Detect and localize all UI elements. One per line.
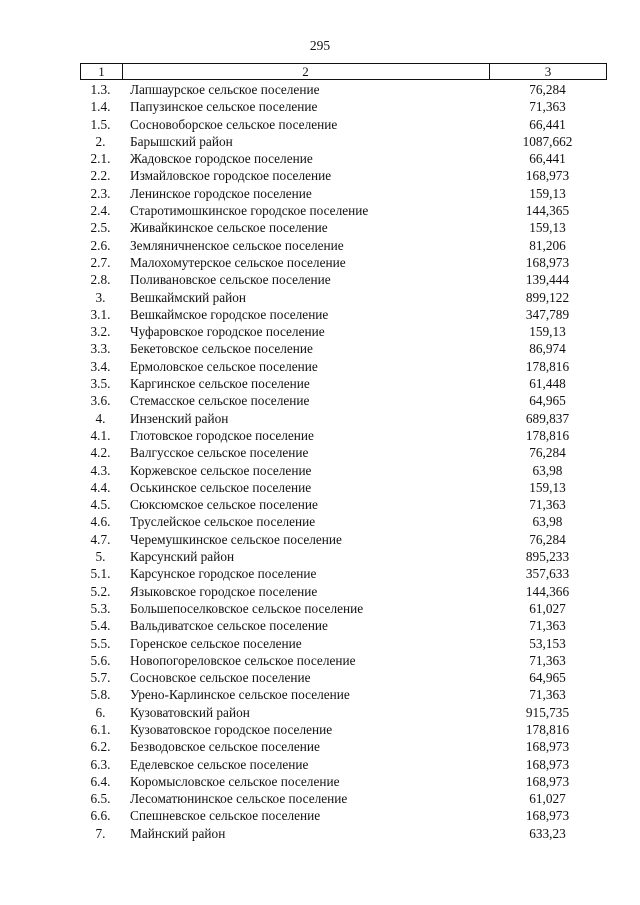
table-row: [0, 185, 640, 202]
row-name: Барышский район: [130, 133, 233, 149]
table-row: [0, 81, 640, 98]
row-value: 71,363: [529, 618, 566, 634]
table-row: [0, 600, 640, 617]
row-number: 3.2.: [90, 324, 111, 340]
row-name: Кузоватовское городское поселение: [130, 721, 333, 737]
table-row: [0, 237, 640, 254]
table-row: [0, 340, 640, 357]
table-row: [0, 219, 640, 236]
table-row: [0, 202, 640, 219]
row-value: 71,363: [529, 687, 566, 703]
row-name: Майнский район: [130, 825, 226, 841]
row-name: Папузинское сельское поселение: [130, 99, 318, 115]
table-row: [0, 496, 640, 513]
row-number: 4.7.: [90, 531, 111, 547]
row-number: 5.2.: [90, 583, 111, 599]
table-row: [0, 565, 640, 582]
row-name: Ленинское городское поселение: [130, 185, 312, 201]
table-row: [0, 323, 640, 340]
row-value: 895,233: [525, 549, 570, 565]
table-row: [0, 133, 640, 150]
row-name: Измайловское городское поселение: [130, 168, 332, 184]
row-number: 1.4.: [90, 99, 111, 115]
row-number: 6.4.: [90, 773, 111, 789]
row-value: 71,363: [529, 99, 566, 115]
row-value: 178,816: [525, 358, 570, 374]
row-value: 915,735: [525, 704, 570, 720]
table-body: [0, 81, 640, 842]
row-value: 76,284: [529, 82, 566, 97]
table-row: [0, 444, 640, 461]
row-name: Безводовское сельское поселение: [130, 739, 320, 755]
row-value: 159,13: [529, 479, 566, 495]
row-number: 7.: [95, 825, 106, 841]
table-row: [0, 289, 640, 306]
row-number: 6.6.: [90, 808, 111, 824]
row-name: Глотовское городское поселение: [130, 427, 314, 443]
row-value: 168,973: [525, 739, 570, 755]
row-value: 53,153: [529, 635, 566, 651]
table-row: [0, 427, 640, 444]
table-row: [0, 825, 640, 842]
row-number: 2.8.: [90, 272, 111, 288]
row-number: 5.7.: [90, 670, 111, 686]
row-name: Горенское сельское поселение: [130, 635, 302, 651]
row-number: 2.3.: [90, 185, 111, 201]
table-row: [0, 392, 640, 409]
row-value: 61,027: [529, 791, 566, 807]
row-value: 899,122: [525, 289, 570, 305]
row-value: 64,965: [529, 670, 566, 686]
row-number: 6.5.: [90, 791, 111, 807]
row-value: 144,366: [525, 583, 570, 599]
row-number: 4.6.: [90, 514, 111, 530]
table-row: [0, 410, 640, 427]
table-row: [0, 790, 640, 807]
row-number: 4.3.: [90, 462, 111, 478]
row-name: Земляничненское сельское поселение: [130, 237, 344, 253]
row-name: Спешневское сельское поселение: [130, 808, 321, 824]
row-number: 4.2.: [90, 445, 111, 461]
row-number: 5.8.: [90, 687, 111, 703]
row-value: 76,284: [529, 531, 566, 547]
page-number: 295: [309, 38, 331, 53]
row-number: 2.5.: [90, 220, 111, 236]
row-name: Чуфаровское городское поселение: [130, 324, 325, 340]
row-number: 6.: [95, 704, 106, 720]
row-name: Карсунское городское поселение: [130, 566, 317, 582]
row-value: 689,837: [525, 410, 570, 426]
row-name: Коржевское сельское поселение: [130, 462, 312, 478]
row-name: Ермоловское сельское поселение: [130, 358, 318, 374]
header-col-name: 2: [122, 64, 490, 79]
row-value: 168,973: [525, 756, 570, 772]
row-number: 4.4.: [90, 479, 111, 495]
row-number: 5.5.: [90, 635, 111, 651]
row-value: 159,13: [529, 324, 566, 340]
row-name: Кузоватовский район: [130, 704, 250, 720]
row-value: 66,441: [529, 151, 566, 167]
row-value: 168,973: [525, 808, 570, 824]
row-value: 61,448: [529, 376, 566, 392]
table-row: [0, 375, 640, 392]
row-number: 4.1.: [90, 427, 111, 443]
row-number: 6.1.: [90, 721, 111, 737]
row-name: Сосновоборское сельское поселение: [130, 116, 338, 132]
table-row: [0, 635, 640, 652]
table-row: [0, 513, 640, 530]
table-row: [0, 548, 640, 565]
row-name: Бекетовское сельское поселение: [130, 341, 313, 357]
row-value: 64,965: [529, 393, 566, 409]
row-value: 633,23: [529, 825, 566, 841]
table-row: [0, 669, 640, 686]
table-row: [0, 167, 640, 184]
row-name: Каргинское сельское поселение: [130, 376, 310, 392]
row-value: 168,973: [525, 254, 570, 270]
row-name: Вешкаймское городское поселение: [130, 306, 329, 322]
row-name: Старотимошкинское городское поселение: [130, 203, 369, 219]
row-number: 3.4.: [90, 358, 111, 374]
table-row: [0, 652, 640, 669]
row-name: Урено-Карлинское сельское поселение: [130, 687, 350, 703]
row-number: 3.5.: [90, 376, 111, 392]
table-row: [0, 686, 640, 703]
row-value: 66,441: [529, 116, 566, 132]
header-col-value: 3: [544, 64, 552, 79]
row-name: Большепоселковское сельское поселение: [130, 600, 364, 616]
row-value: 63,98: [532, 514, 563, 530]
row-name: Живайкинское сельское поселение: [130, 220, 328, 236]
row-value: 357,633: [525, 566, 570, 582]
row-name: Новопогореловское сельское поселение: [130, 652, 356, 668]
row-value: 144,365: [525, 203, 570, 219]
table-row: [0, 150, 640, 167]
row-value: 76,284: [529, 445, 566, 461]
row-name: Труслейское сельское поселение: [130, 514, 316, 530]
row-number: 3.: [95, 289, 106, 305]
row-name: Малохомутерское сельское поселение: [130, 254, 346, 270]
row-name: Вешкаймский район: [130, 289, 247, 305]
table-row: [0, 98, 640, 115]
row-value: 168,973: [525, 168, 570, 184]
row-value: 347,789: [525, 306, 570, 322]
table-row: [0, 738, 640, 755]
row-value: 168,973: [525, 773, 570, 789]
table-row: [0, 583, 640, 600]
row-number: 2.4.: [90, 203, 111, 219]
table-row: [0, 254, 640, 271]
row-value: 139,444: [525, 272, 570, 288]
table-row: [0, 306, 640, 323]
row-name: Сосновское сельское поселение: [130, 670, 311, 686]
row-value: 159,13: [529, 185, 566, 201]
row-name: Жадовское городское поселение: [130, 151, 313, 167]
row-number: 6.3.: [90, 756, 111, 772]
table-row: [0, 704, 640, 721]
row-name: Вальдиватское сельское поселение: [130, 618, 328, 634]
table-row: [0, 773, 640, 790]
table-row: [0, 479, 640, 496]
row-number: 1.3.: [90, 82, 111, 97]
row-name: Еделевское сельское поселение: [130, 756, 309, 772]
row-number: 3.6.: [90, 393, 111, 409]
row-number: 6.2.: [90, 739, 111, 755]
row-name: Стемасское сельское поселение: [130, 393, 310, 409]
row-name: Лесоматюнинское сельское поселение: [130, 791, 348, 807]
row-name: Коромысловское сельское поселение: [130, 773, 340, 789]
row-number: 3.1.: [90, 306, 111, 322]
row-value: 1087,662: [522, 133, 573, 149]
table-row: [0, 721, 640, 738]
table-header: [80, 63, 607, 80]
row-number: 5.1.: [90, 566, 111, 582]
row-value: 178,816: [525, 721, 570, 737]
row-name: Сюксюмское сельское поселение: [130, 497, 318, 513]
row-number: 4.: [95, 410, 106, 426]
row-number: 5.: [95, 549, 106, 565]
row-number: 2.1.: [90, 151, 111, 167]
row-value: 178,816: [525, 427, 570, 443]
row-value: 71,363: [529, 652, 566, 668]
row-name: Карсунский район: [130, 549, 235, 565]
row-name: Языковское городское поселение: [130, 583, 318, 599]
table-row: [0, 756, 640, 773]
header-col-number: 1: [81, 64, 123, 79]
row-number: 2.7.: [90, 254, 111, 270]
row-number: 1.5.: [90, 116, 111, 132]
row-number: 5.3.: [90, 600, 111, 616]
row-name: Оськинское сельское поселение: [130, 479, 312, 495]
row-value: 159,13: [529, 220, 566, 236]
table-row: [0, 271, 640, 288]
table-row: [0, 116, 640, 133]
row-value: 63,98: [532, 462, 563, 478]
row-number: 2.: [95, 133, 106, 149]
row-value: 71,363: [529, 497, 566, 513]
row-value: 86,974: [529, 341, 566, 357]
row-name: Лапшаурское сельское поселение: [130, 82, 320, 97]
row-number: 5.4.: [90, 618, 111, 634]
table-row: [0, 617, 640, 634]
row-number: 4.5.: [90, 497, 111, 513]
row-number: 2.2.: [90, 168, 111, 184]
row-value: 61,027: [529, 600, 566, 616]
table-row: [0, 462, 640, 479]
row-value: 81,206: [529, 237, 566, 253]
table-row: [0, 807, 640, 824]
row-name: Черемушкинское сельское поселение: [130, 531, 342, 547]
row-number: 3.3.: [90, 341, 111, 357]
row-number: 5.6.: [90, 652, 111, 668]
row-name: Поливановское сельское поселение: [130, 272, 331, 288]
row-name: Инзенский район: [130, 410, 229, 426]
row-number: 2.6.: [90, 237, 111, 253]
row-name: Валгусское сельское поселение: [130, 445, 309, 461]
table-row: [0, 358, 640, 375]
table-row: [0, 531, 640, 548]
